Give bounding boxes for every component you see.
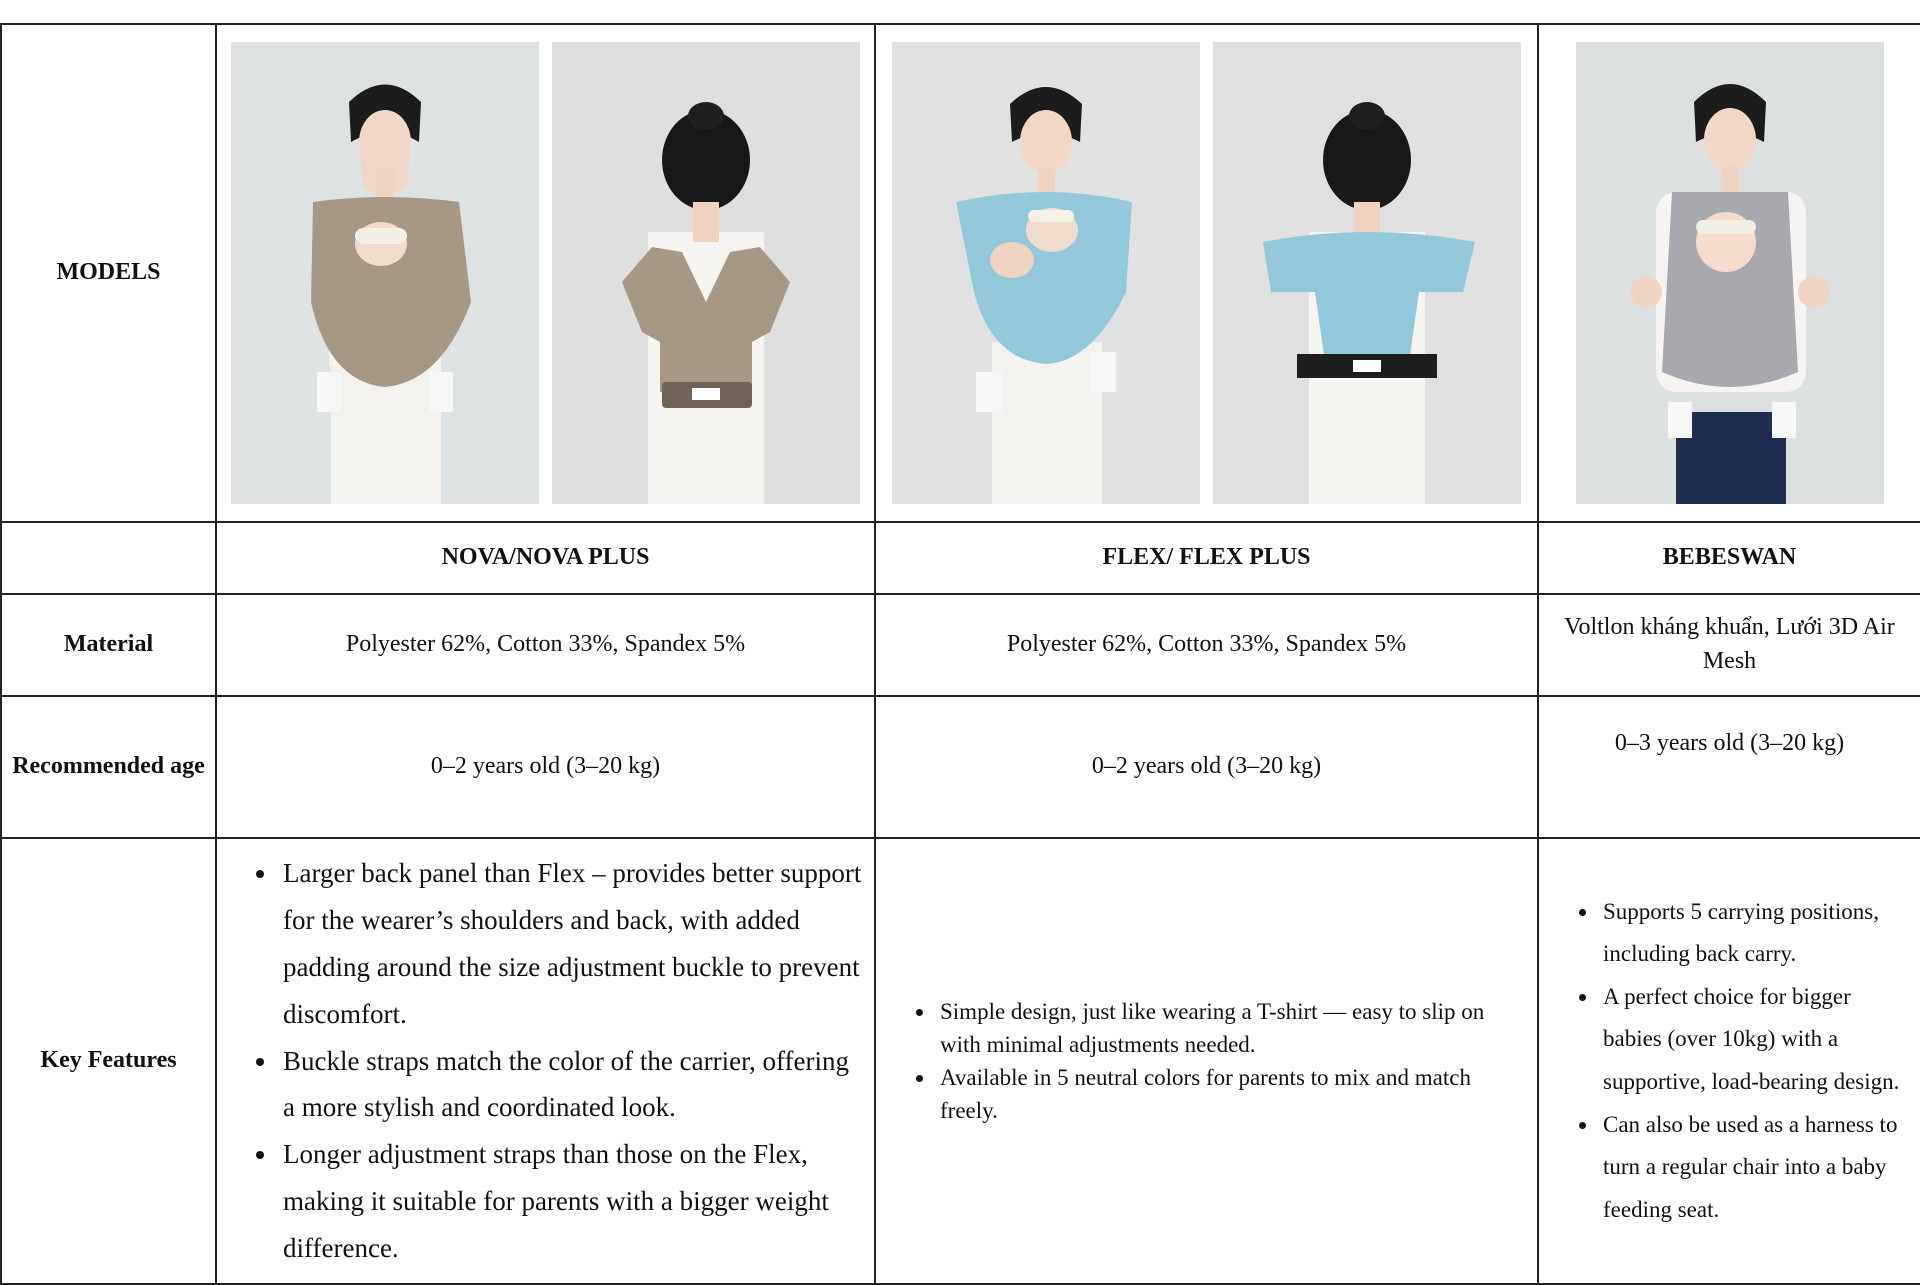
features-row <box>1 838 1920 1284</box>
nova-back-photo <box>552 42 860 504</box>
nova-photos-cell <box>216 24 875 522</box>
nova-name: NOVA/NOVA PLUS <box>216 522 875 594</box>
flex-features-list <box>906 995 1517 1127</box>
age-row <box>1 696 1920 838</box>
feature-item: • Simple design, just like wearing a T-shirt — easy to slip on with minimal adjustments needed. <box>936 995 1517 1061</box>
flex-photos-cell <box>875 24 1538 522</box>
empty-label-cell <box>1 522 216 594</box>
feature-item: • Larger back panel than Flex – provides better support for the wearer’s shoulders and back, with added padding around the size adjustment buckle to prevent discomfort. <box>279 850 862 1038</box>
bebeswan-material: Voltlon kháng khuẩn, Lưới 3D Air Mesh <box>1538 594 1920 696</box>
features-label: Key Features <box>1 838 216 1284</box>
feature-item: • Longer adjustment straps than those on the Flex, making it suitable for parents with a bigger weight difference. <box>279 1131 862 1272</box>
feature-item: • Can also be used as a harness to turn a regular chair into a baby feeding seat. <box>1599 1104 1908 1232</box>
feature-item: • Buckle straps match the color of the carrier, offering a more stylish and coordinated look. <box>279 1038 862 1132</box>
flex-features-cell <box>875 838 1538 1284</box>
feature-item: • Available in 5 neutral colors for parents to mix and match freely. <box>936 1061 1517 1127</box>
feature-item: • A perfect choice for bigger babies (over 10kg) with a supportive, load-bearing design. <box>1599 976 1908 1104</box>
nova-features-cell <box>216 838 875 1284</box>
flex-material: Polyester 62%, Cotton 33%, Spandex 5% <box>875 594 1538 696</box>
nova-material: Polyester 62%, Cotton 33%, Spandex 5% <box>216 594 875 696</box>
material-label: Material <box>1 594 216 696</box>
bebeswan-photo-cell <box>1538 24 1920 522</box>
material-row <box>1 594 1920 696</box>
comparison-table <box>0 23 1920 1285</box>
flex-age: 0–2 years old (3–20 kg) <box>875 696 1538 838</box>
nova-features-list <box>249 850 862 1273</box>
bebeswan-features-list <box>1569 891 1908 1231</box>
bebeswan-name: BEBESWAN <box>1538 522 1920 594</box>
models-row <box>1 24 1920 522</box>
model-names-row <box>1 522 1920 594</box>
bebeswan-photo <box>1576 42 1884 504</box>
feature-item: • Supports 5 carrying positions, including back carry. <box>1599 891 1908 976</box>
bebeswan-age: 0–3 years old (3–20 kg) <box>1538 696 1920 838</box>
models-label: MODELS <box>1 24 216 522</box>
flex-front-photo <box>892 42 1200 504</box>
nova-age: 0–2 years old (3–20 kg) <box>216 696 875 838</box>
flex-name: FLEX/ FLEX PLUS <box>875 522 1538 594</box>
age-label: Recommended age <box>1 696 216 838</box>
flex-back-photo <box>1213 42 1521 504</box>
nova-front-photo <box>231 42 539 504</box>
bebeswan-features-cell <box>1538 838 1920 1284</box>
